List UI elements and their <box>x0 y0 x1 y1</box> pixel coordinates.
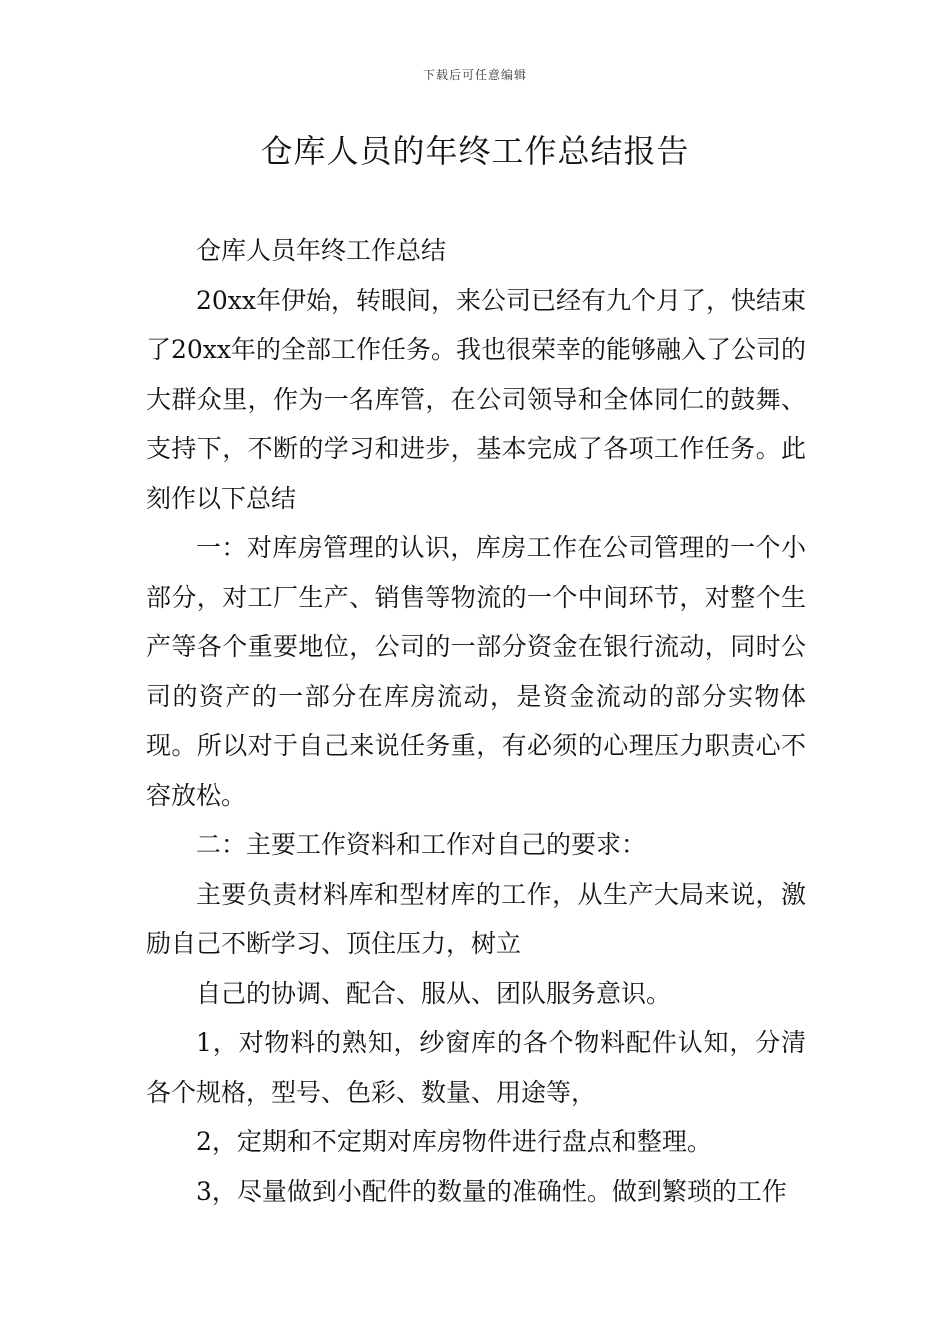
paragraph-section-2-continued: 自己的协调、配合、服从、团队服务意识。 <box>196 978 672 1008</box>
paragraph-intro: 20xx年伊始，转眼间，来公司已经有九个月了，快结束了20xx年的全部工作任务。我也很荣幸的能够融入了公司的大群众里，作为一名库管，在公司领导和全体同仁的鼓舞、支持下，不断的学习和进步，基本完成了各项工作任务。此刻作以下总结 <box>146 285 807 513</box>
paragraph-item-1: 1，对物料的熟知，纱窗库的各个物料配件认知，分清各个规格，型号、色彩、数量、用途等， <box>146 1028 806 1107</box>
paragraph-section-1: 一：对库房管理的认识，库房工作在公司管理的一个小部分，对工厂生产、销售等物流的一个中间环节，对整个生产等各个重要地位，公司的一部分资金在银行流动，同时公司的资产的一部分在库房流动，是资金流动的部分实物体现。所以对于自己来说任务重，有必须的心理压力职责心不容放松。 <box>146 533 806 810</box>
paragraph-item-3: 3，尽量做到小配件的数量的准确性。做到繁琐的工作 <box>196 1176 787 1206</box>
paragraph-section-2-body: 主要负责材料库和型材库的工作，从生产大局来说，激励自己不断学习、顶住压力，树立 <box>146 879 806 958</box>
document-body <box>146 226 806 1216</box>
document-title: 仓库人员的年终工作总结报告 <box>260 132 690 170</box>
paragraph-section-2-heading: 二：主要工作资料和工作对自己的要求： <box>196 830 647 859</box>
header-note: 下载后可任意编辑 <box>422 68 527 82</box>
paragraph-subtitle: 仓库人员年终工作总结 <box>196 236 447 265</box>
paragraph-item-2: 2，定期和不定期对库房物件进行盘点和整理。 <box>196 1127 712 1156</box>
